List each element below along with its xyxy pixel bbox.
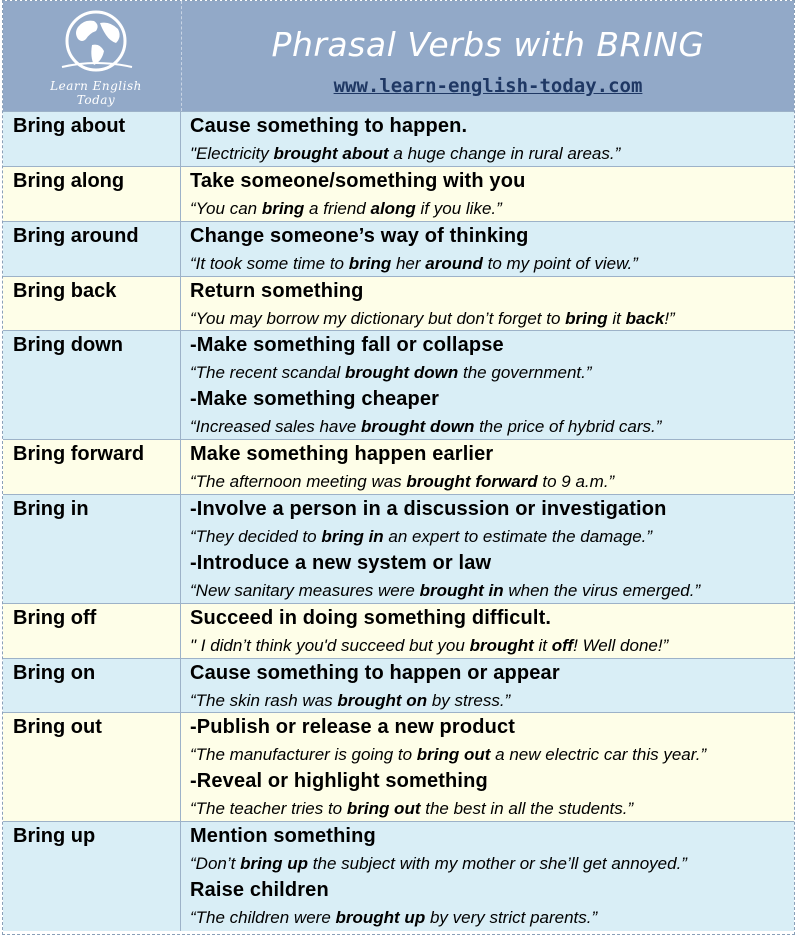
verb-row	[3, 603, 794, 658]
phrasal-verb-highlight: brought down	[361, 417, 475, 436]
definition: Succeed in doing something difficult.	[190, 607, 552, 629]
example-text: “You may borrow my dictionary but don’t forget to	[190, 309, 566, 328]
phrasal-verb: Bring around	[3, 222, 181, 276]
example-sentence	[190, 849, 794, 878]
definition: -Make something fall or collapse	[190, 334, 504, 356]
phrasal-verb: Bring about	[3, 112, 181, 166]
definition: Cause something to happen or appear	[190, 662, 560, 684]
example-sentence	[190, 686, 794, 715]
example-text: “The children were	[190, 908, 336, 927]
meanings-cell	[181, 277, 794, 330]
example-text: “The manufacturer is going to	[190, 745, 417, 764]
example-sentence	[190, 249, 794, 278]
phrasal-verb: Bring off	[3, 604, 181, 658]
phrasal-verb-highlight: bring up	[240, 854, 309, 873]
phrasal-verb-highlight: brought about	[273, 144, 389, 163]
definition: -Reveal or highlight something	[190, 770, 488, 792]
example-text: by very strict parents.”	[425, 908, 598, 927]
example-sentence	[190, 304, 794, 333]
example-text: the government.”	[458, 363, 592, 382]
phrasal-verb-highlight: along	[370, 199, 416, 218]
example-sentence	[190, 467, 794, 496]
definition: Mention something	[190, 825, 376, 847]
phrasal-verb-highlight: bring	[261, 199, 305, 218]
example-text: a huge change in rural areas.”	[388, 144, 621, 163]
definition: Take someone/something with you	[190, 170, 526, 192]
example-sentence	[190, 358, 794, 387]
example-text: a new electric car this year.”	[490, 745, 707, 764]
definition: -Introduce a new system or law	[190, 552, 492, 574]
phrasal-verb: Bring on	[3, 659, 181, 712]
example-text: by stress.”	[427, 691, 511, 710]
definition: Return something	[190, 280, 364, 302]
verb-row	[3, 166, 794, 221]
verb-row	[3, 330, 794, 439]
example-text: the subject with my mother or she’ll get annoyed.”	[308, 854, 687, 873]
example-text: if you like.”	[415, 199, 502, 218]
verb-row	[3, 821, 794, 931]
example-text: “It took some time to	[190, 254, 349, 273]
verb-row	[3, 276, 794, 330]
example-sentence	[190, 576, 794, 605]
example-text: to my point of view.”	[482, 254, 638, 273]
definition: -Make something cheaper	[190, 388, 440, 410]
phrasal-verb-highlight: brought down	[344, 363, 459, 382]
meanings-cell	[181, 495, 794, 603]
header-banner	[3, 1, 794, 111]
meanings-cell	[181, 167, 794, 221]
example-text: “Increased sales have	[190, 417, 362, 436]
example-text: “New sanitary measures were	[190, 581, 420, 600]
phrasal-verb-highlight: brought up	[335, 908, 426, 927]
verb-row	[3, 658, 794, 712]
phrasal-verb-highlight: off	[551, 636, 574, 655]
example-text: a friend	[304, 199, 371, 218]
meanings-cell	[181, 713, 794, 821]
logo-text: Learn English Today	[50, 79, 142, 107]
definition: Cause something to happen.	[190, 115, 468, 137]
example-text: her	[391, 254, 426, 273]
example-text: it	[533, 636, 552, 655]
phrasal-verb-highlight: brought on	[337, 691, 428, 710]
phrasal-verb-highlight: brought forward	[406, 472, 538, 491]
header-divider	[181, 1, 182, 111]
example-text: “You can	[190, 199, 262, 218]
example-text: an expert to estimate the damage.”	[383, 527, 653, 546]
example-text: when the virus emerged.”	[503, 581, 701, 600]
globe-icon	[56, 9, 136, 77]
verb-table	[3, 111, 794, 931]
meanings-cell	[181, 222, 794, 276]
verb-row	[3, 111, 794, 166]
phrasal-verb-highlight: brought in	[419, 581, 504, 600]
example-text: “They decided to	[190, 527, 322, 546]
example-text: “The teacher tries to	[190, 799, 347, 818]
phrasal-verb: Bring down	[3, 331, 181, 439]
phrasal-verb: Bring up	[3, 822, 181, 931]
verb-row	[3, 712, 794, 821]
example-sentence	[190, 631, 794, 660]
phrasal-verb-highlight: bring in	[321, 527, 384, 546]
phrasal-verb-highlight: bring	[348, 254, 392, 273]
example-sentence	[190, 194, 794, 223]
definition: Raise children	[190, 879, 329, 901]
meanings-cell	[181, 822, 794, 931]
phrasal-verb-highlight: brought	[469, 636, 534, 655]
verb-row	[3, 221, 794, 276]
meanings-cell	[181, 659, 794, 712]
phrasal-verb: Bring along	[3, 167, 181, 221]
example-text: " I didn’t think you'd succeed but you	[190, 636, 470, 655]
verb-row	[3, 439, 794, 494]
phrasal-verb-highlight: around	[425, 254, 483, 273]
definition: Change someone’s way of thinking	[190, 225, 529, 247]
website-link[interactable]: www.learn-english-today.com	[333, 75, 643, 97]
example-sentence	[190, 740, 794, 769]
meanings-cell	[181, 331, 794, 439]
meanings-cell	[181, 440, 794, 494]
example-text: "Electricity	[190, 144, 274, 163]
example-text: to 9 a.m.”	[537, 472, 615, 491]
phrasal-verb-highlight: back	[625, 309, 665, 328]
definition: -Involve a person in a discussion or investigation	[190, 498, 667, 520]
phrasal-verb-highlight: bring	[565, 309, 608, 328]
example-text: “The afternoon meeting was	[190, 472, 407, 491]
example-sentence	[190, 522, 794, 551]
example-sentence	[190, 412, 794, 441]
phrasal-verb: Bring back	[3, 277, 181, 330]
example-text: the best in all the students.”	[420, 799, 634, 818]
phrasal-verbs-sheet	[2, 0, 795, 935]
example-text: ! Well done!”	[573, 636, 669, 655]
example-sentence	[190, 903, 794, 932]
page-title: Phrasal Verbs with BRING	[271, 25, 705, 64]
example-text: “Don’t	[190, 854, 241, 873]
example-sentence	[190, 139, 794, 168]
example-text: !”	[664, 309, 675, 328]
definition: Make something happen earlier	[190, 443, 494, 465]
site-logo	[31, 9, 161, 107]
phrasal-verb-highlight: bring out	[346, 799, 421, 818]
example-text: it	[607, 309, 626, 328]
example-text: the price of hybrid cars.”	[474, 417, 662, 436]
verb-row	[3, 494, 794, 603]
example-sentence	[190, 794, 794, 823]
meanings-cell	[181, 604, 794, 658]
example-text: “The recent scandal	[190, 363, 345, 382]
meanings-cell	[181, 112, 794, 166]
phrasal-verb: Bring forward	[3, 440, 181, 494]
phrasal-verb: Bring in	[3, 495, 181, 603]
phrasal-verb: Bring out	[3, 713, 181, 821]
definition: -Publish or release a new product	[190, 716, 516, 738]
phrasal-verb-highlight: bring out	[416, 745, 491, 764]
example-text: “The skin rash was	[190, 691, 338, 710]
